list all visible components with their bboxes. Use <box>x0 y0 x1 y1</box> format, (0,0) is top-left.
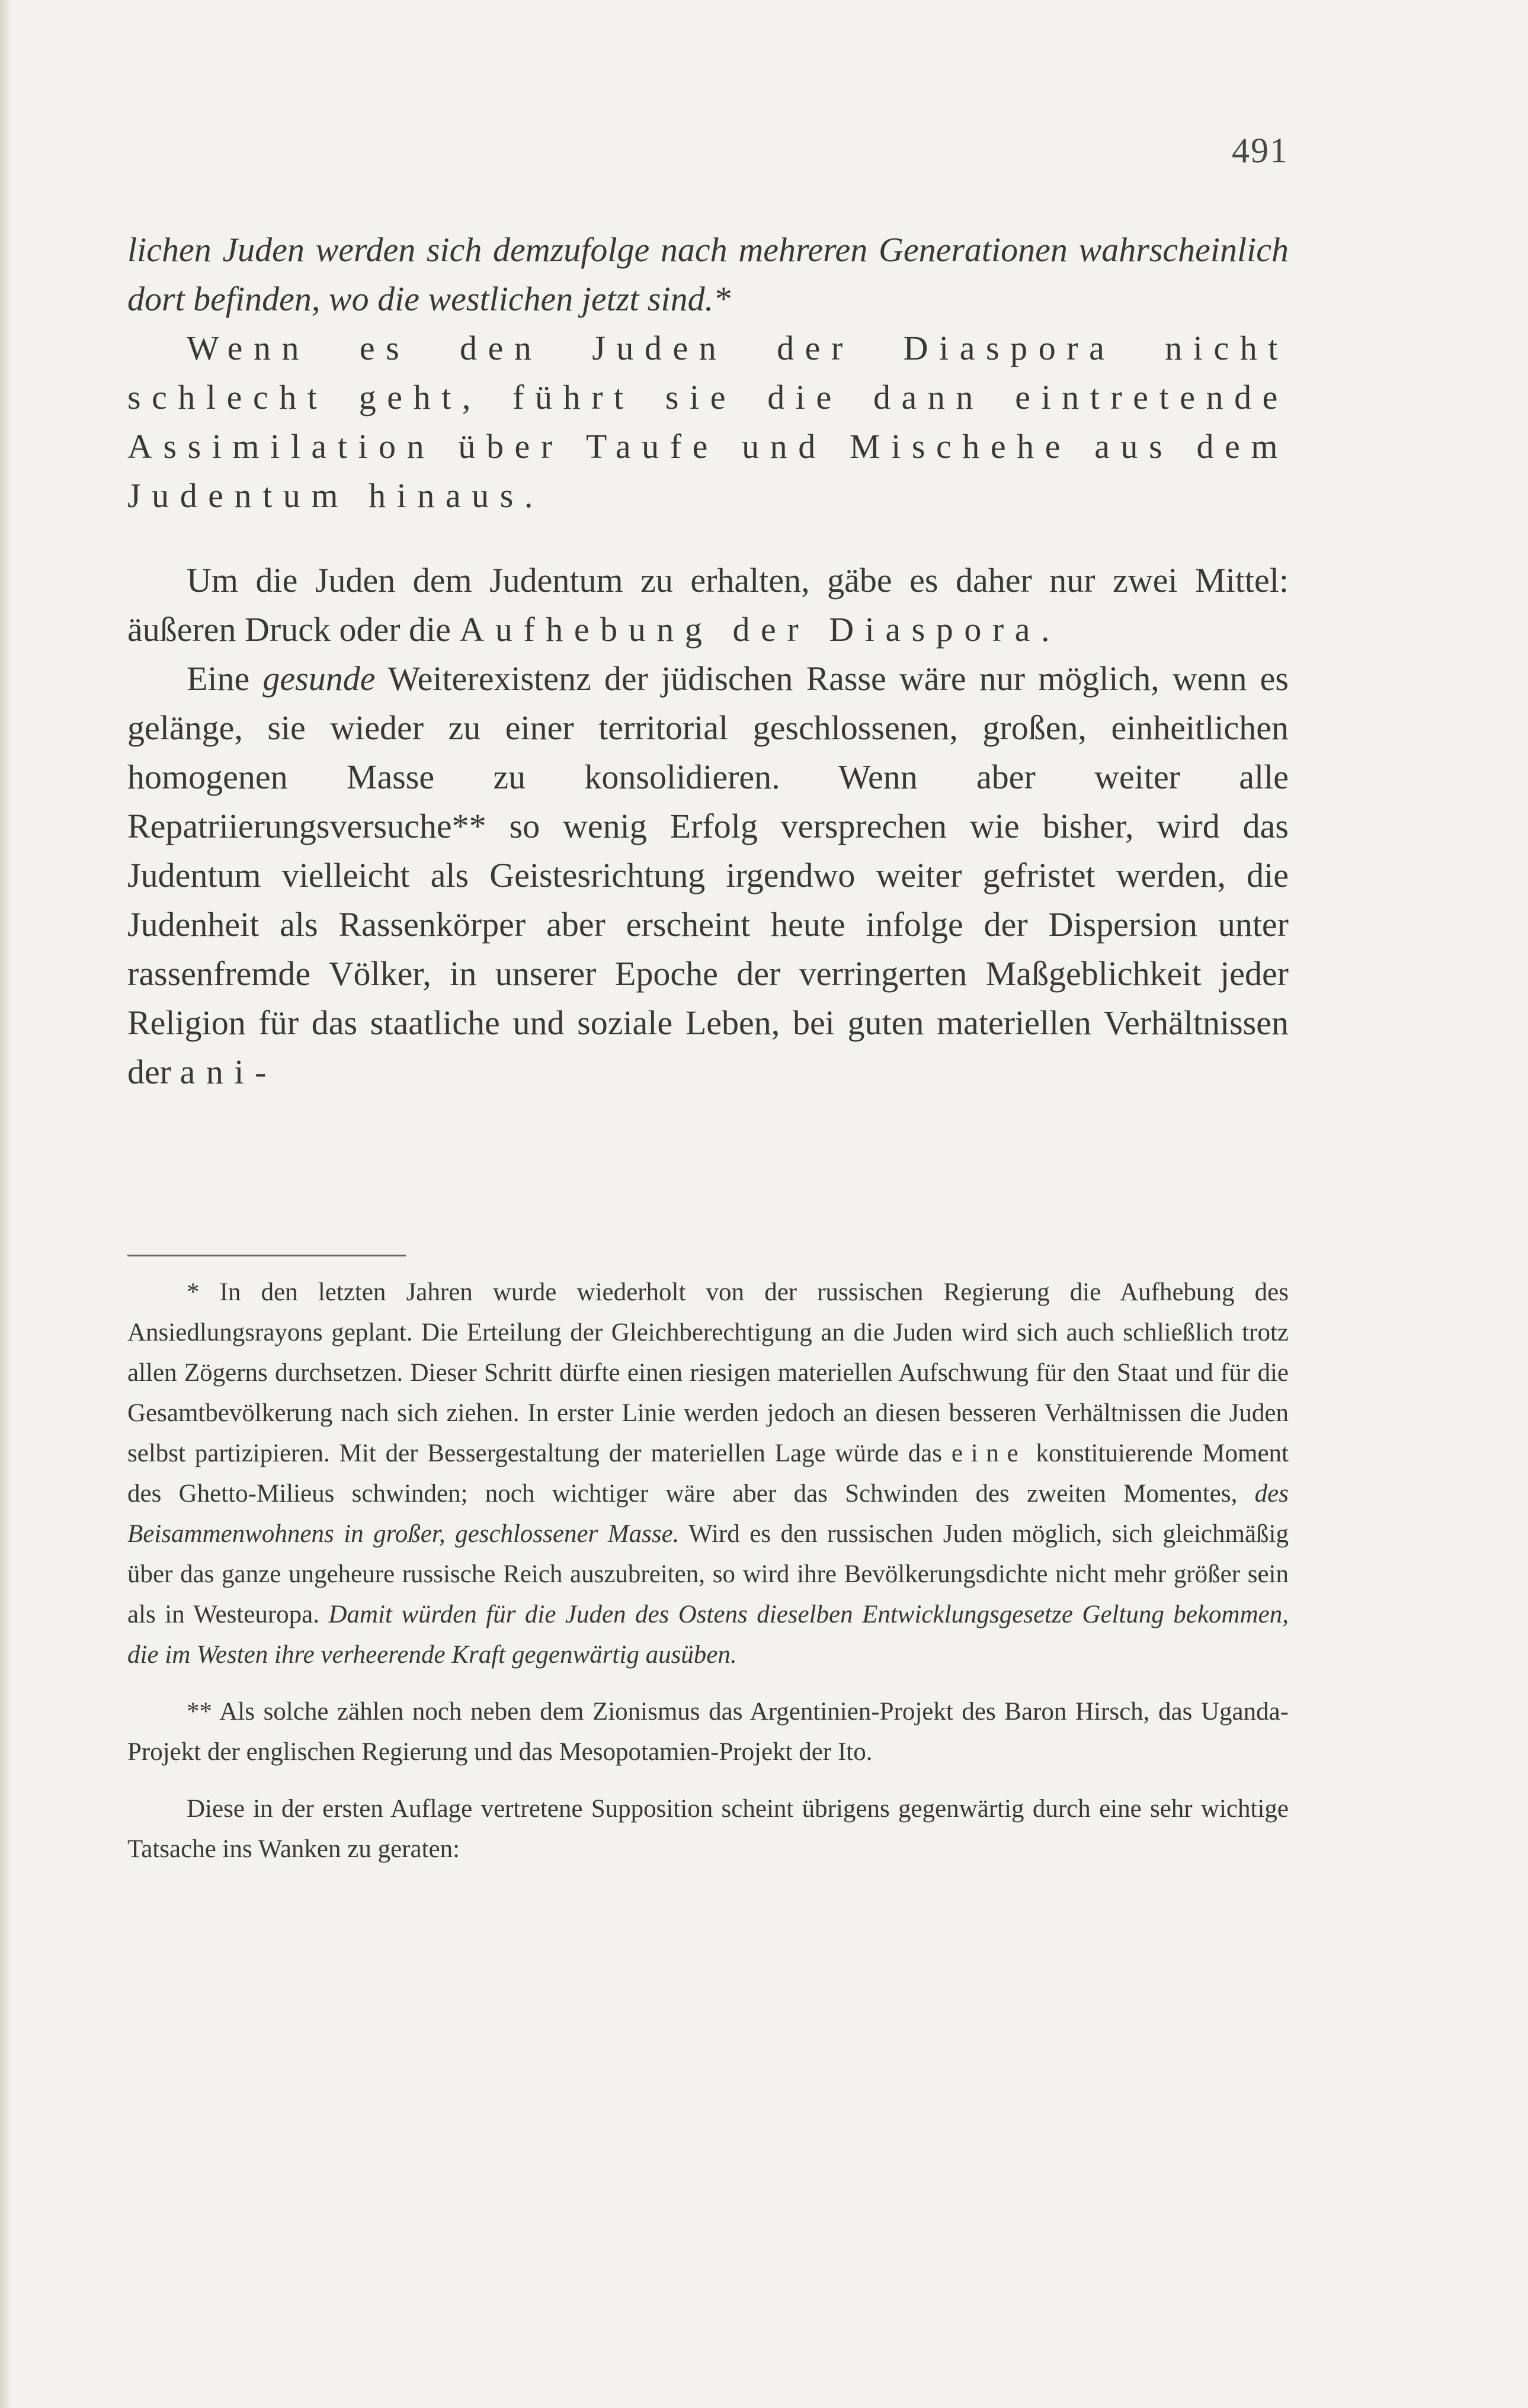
main-text <box>127 225 1289 1096</box>
footnote-1-italic-1: des Beisammenwohnens in großer, geschlossener Masse. <box>127 1480 1289 1548</box>
paragraph-healthy-text: Weiterexistenz der jüdischen Rasse wäre nur möglich, wenn es gelänge, sie wieder zu einer territorial geschlossenen, großen, einheitlichen homogenen Masse zu konsolidieren. Wenn aber weiter alle Repatriierungsversuche** so wenig Erfolg versprechen wie bisher, wird das Judentum vielleicht als Geistesrichtung irgendwo weiter gefristet werden, die Judenheit als Rassenkörper aber erscheint heute infolge der Dispersion unter rassenfremde Völker, in unserer Epoche der verringerten Maßgeblichkeit jeder Religion für das staatliche und soziale Leben, bei guten materiellen Verhältnissen der <box>127 659 1289 1091</box>
footnote-1-text-c: Wird es den russischen Juden möglich, sich gleichmäßig über das ganze ungeheure russische Reich auszubreiten, so wird ihre Bevölkerungsdichte nicht mehr größer sein als in Westeuropa. <box>127 1520 1289 1628</box>
page-number: 491 <box>1232 131 1289 170</box>
footnote-2: ** Als solche zählen noch neben dem Zionismus das Argentinien-Projekt des Baron Hirsch, das Uganda-Projekt der englischen Regierung und das Mesopotamien-Projekt der Ito. <box>127 1698 1289 1766</box>
footnote-1 <box>127 1272 1289 1675</box>
footnote-1-text-b: konstituierende Moment des Ghetto-Milieus schwinden; noch wichtiger wäre aber das Schwinden des zweiten Momentes, <box>127 1439 1289 1508</box>
footnote-3: Diese in der ersten Auflage vertretene Supposition scheint übrigens gegenwärtig durch eine sehr wichtige Tatsache ins Wanken zu geraten: <box>127 1795 1289 1863</box>
page-binding-edge <box>0 0 13 2408</box>
footnote-1-text-a: * In den letzten Jahren wurde wiederholt von der russischen Regierung die Aufhebung des Ansiedlungsrayons geplant. Die Erteilung der Gleichberechtigung an die Juden wird sich auch schließlich trotz allen Zögerns durchsetzen. Dieser Schritt dürfte einen riesigen materiellen Aufschwung für den Staat und für die Gesamtbevölkerung nach sich ziehen. In erster Linie werden jedoch an diesen besseren Verhältnissen die Juden selbst partizipieren. Mit der Bessergestaltung der materiellen Lage würde das <box>127 1278 1289 1467</box>
paragraph-healthy-lead: Eine <box>187 659 263 698</box>
paragraph-two-means <box>127 556 1289 654</box>
footnote-1-spaced-eine: eine <box>951 1439 1027 1467</box>
paragraph-healthy-existence <box>127 654 1289 1096</box>
italic-gesunde: gesunde <box>262 659 376 698</box>
book-page <box>127 0 1289 2408</box>
footnote-divider <box>127 1255 406 1256</box>
spaced-emphasis-ani: ani- <box>180 1053 277 1091</box>
paragraph-continuation <box>127 225 1289 323</box>
footnotes <box>127 1272 1289 1870</box>
spaced-emphasis-diaspora: Aufhebung der Diaspora. <box>459 610 1061 649</box>
footnote-1-italic-2: Damit würden für die Juden des Ostens dieselben Entwicklungsgesetze Geltung bekommen, die im Westen ihre verheerende Kraft gegenwärtig ausüben. <box>127 1601 1289 1669</box>
paragraph-two-means-text: Um die Juden dem Judentum zu erhalten, gäbe es daher nur zwei Mittel: äußeren Druck oder die <box>127 561 1289 649</box>
italic-continuation: lichen Juden werden sich demzufolge nach mehreren Generationen wahrscheinlich dort befinden, wo die westlichen jetzt sind.* <box>127 230 1289 318</box>
paragraph-assimilation: Wenn es den Juden der Diaspora nicht schlecht geht, führt sie die dann eintretende Assimilation über Taufe und Mischehe aus dem Judentum hinaus. <box>127 329 1289 515</box>
